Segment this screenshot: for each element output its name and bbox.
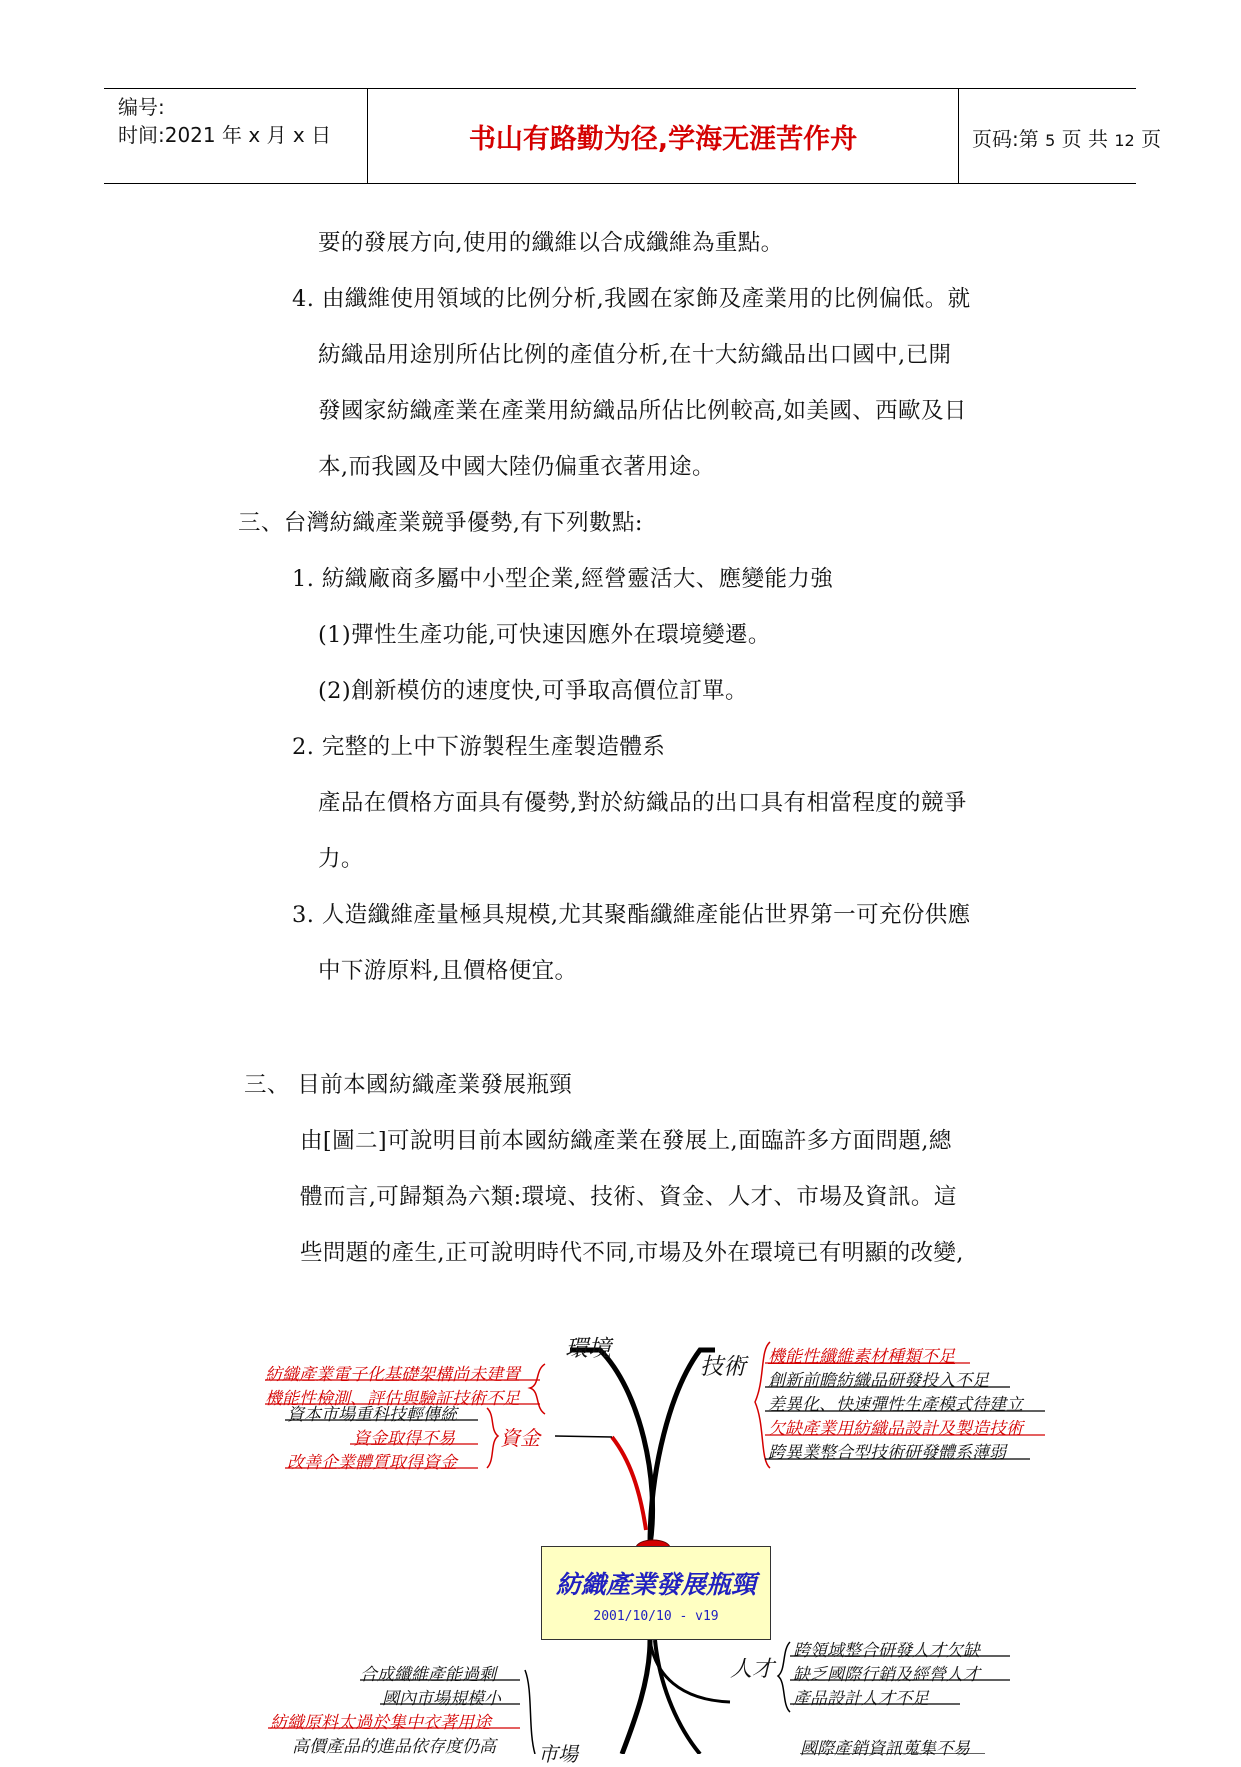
header-divider <box>958 89 959 183</box>
body-line: 3. 人造纖維產量極具規模,尤其聚酯纖維產能佔世界第一可充份供應 <box>292 902 971 928</box>
body-line: 4. 由纖維使用領域的比例分析,我國在家飾及產業用的比例偏低。就 <box>292 286 971 312</box>
talent-item: 缺乏國際行銷及經營人才 <box>793 1665 980 1685</box>
branch-environment: 環境 <box>565 1336 611 1362</box>
body-line: 些問題的產生,正可說明時代不同,市場及外在環境已有明顯的改變, <box>300 1240 964 1266</box>
branch-talent: 人才 <box>730 1657 775 1682</box>
body-line: (1)彈性生產功能,可快速因應外在環境變遷。 <box>318 622 771 648</box>
body-line: 中下游原料,且價格便宜。 <box>318 958 578 984</box>
header-left-cell <box>118 93 358 149</box>
branch-market: 市場 <box>538 1742 578 1766</box>
body-line: 要的發展方向,使用的纖維以合成纖維為重點。 <box>318 230 784 256</box>
env-item: 紡織產業電子化基礎架構尚未建置 <box>265 1365 520 1385</box>
body-line: 體而言,可歸類為六類:環境、技術、資金、人才、市場及資訊。這 <box>300 1184 957 1210</box>
body-line: 紡織品用途別所佔比例的產值分析,在十大紡織品出口國中,已開 <box>318 342 952 368</box>
tech-item: 機能性纖維素材種類不足 <box>768 1347 955 1367</box>
body-line: 發國家紡織產業在產業用紡織品所佔比例較高,如美國、西歐及日 <box>318 398 967 424</box>
page-header <box>104 88 1162 184</box>
center-node <box>541 1546 771 1640</box>
page-mid: 页 共 <box>1061 127 1109 151</box>
page-number <box>972 123 1161 152</box>
page-suffix: 页 <box>1141 127 1162 151</box>
current-page: 5 <box>1045 131 1056 150</box>
body-line: 本,而我國及中國大陸仍偏重衣著用途。 <box>318 454 715 480</box>
center-version: 2001/10/10 - v19 <box>593 1609 719 1624</box>
market-item: 合成纖維產能過剩 <box>360 1665 496 1685</box>
capital-item: 資本市場重科技輕傳統 <box>287 1405 457 1425</box>
mindmap-diagram <box>0 1330 1241 1766</box>
time-text: 时间:2021 年 x 月 x 日 <box>118 123 332 147</box>
section-heading: 三、 目前本國紡織產業發展瓶頸 <box>244 1072 573 1098</box>
center-title: 紡織產業發展瓶頸 <box>555 1570 756 1599</box>
mindmap-connectors <box>0 1330 1241 1754</box>
market-item: 高價產品的進品依存度仍高 <box>292 1737 496 1757</box>
serial-label: 编号: <box>118 95 165 119</box>
section-heading: 三、台灣紡織產業競爭優勢,有下列數點: <box>238 510 643 536</box>
body-line: 力。 <box>318 846 364 872</box>
branch-capital: 資金 <box>500 1426 540 1450</box>
capital-item: 改善企業體質取得資金 <box>287 1453 457 1473</box>
tech-item: 創新前瞻紡織品研發投入不足 <box>768 1371 989 1391</box>
body-line: (2)創新模仿的速度快,可爭取高價位訂單。 <box>318 678 748 704</box>
page-prefix: 页码:第 <box>972 127 1039 151</box>
talent-item: 跨領域整合研發人才欠缺 <box>793 1641 980 1661</box>
branch-technology: 技術 <box>700 1354 746 1380</box>
header-motto: 书山有路勤为径,学海无涯苦作舟 <box>468 124 858 155</box>
env-item: 機能性檢測、評估與驗証技術不足 <box>265 1389 520 1409</box>
market-item: 紡織原料太過於集中衣著用途 <box>270 1713 491 1733</box>
capital-item: 資金取得不易 <box>353 1429 455 1449</box>
info-item: 國際產銷資訊蒐集不易 <box>800 1739 970 1759</box>
market-item: 國內市場規模小 <box>382 1689 501 1709</box>
body-line: 2. 完整的上中下游製程生產製造體系 <box>292 734 666 760</box>
tech-item: 差異化、快速彈性生產模式待建立 <box>768 1395 1023 1415</box>
total-pages: 12 <box>1114 131 1135 150</box>
body-line: 1. 紡織廠商多屬中小型企業,經營靈活大、應變能力強 <box>292 566 834 592</box>
body-line: 產品在價格方面具有優勢,對於紡織品的出口具有相當程度的競爭 <box>318 790 967 816</box>
tech-item: 跨異業整合型技術研發體系薄弱 <box>768 1443 1006 1463</box>
body-line: 由[圖二]可說明目前本國紡織產業在發展上,面臨許多方面問題,總 <box>300 1128 952 1154</box>
tech-item: 欠缺產業用紡織品設計及製造技術 <box>768 1419 1023 1439</box>
talent-item: 產品設計人才不足 <box>793 1689 929 1709</box>
